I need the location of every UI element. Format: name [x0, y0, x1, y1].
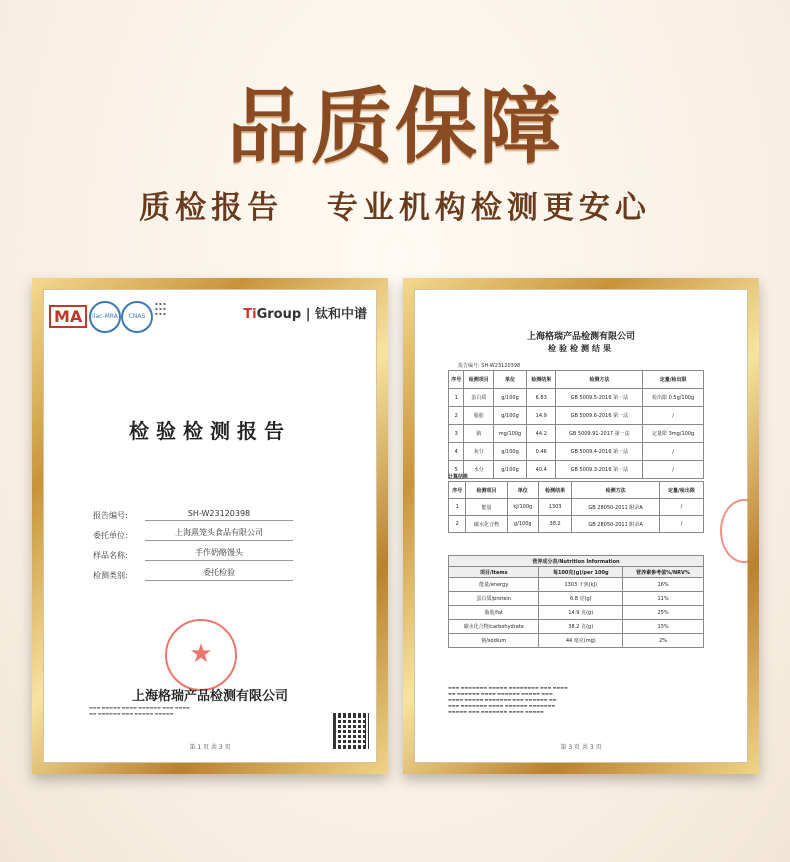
nutrition-caption: 营养成分表/Nutrition Information [449, 556, 704, 567]
table-cell: 14.9 [526, 407, 556, 425]
table-cell: GB 5009.6-2016 第一法 [556, 407, 643, 425]
results-title: 检验检测结果 [548, 344, 614, 353]
table-cell: 2 [449, 407, 464, 425]
table-cell: GB 5009.91-2017 第一法 [556, 425, 643, 443]
official-seal [165, 619, 237, 691]
page-number: 第 3 页 共 3 页 [560, 744, 602, 751]
table-cell: 44.2 [526, 425, 556, 443]
table-header-row [449, 371, 704, 389]
table-cell: 灰分 [464, 443, 494, 461]
table-cell: 1 [449, 499, 466, 516]
brand-prefix: Ti [243, 307, 257, 322]
column-header: 定量/检出限 [659, 482, 703, 499]
page-number: 第 1 页 共 3 页 [189, 744, 231, 751]
table-cell: 2% [623, 634, 704, 648]
brand-cn: 钛和中谱 [314, 307, 367, 322]
lab-name: 上海格瑞产品检测有限公司 [526, 332, 635, 342]
table-cell: / [643, 461, 704, 479]
table-cell: 能量/energy [449, 578, 539, 592]
table-cell: 定量限 3mg/100g [643, 425, 704, 443]
subtitle-right: 专业机构检测更安心 [326, 190, 651, 226]
page-subtitle [0, 182, 790, 227]
info-value: 上海熹笼头食品有限公司 [145, 527, 293, 541]
ilac-logo: ilac-MRA [89, 301, 121, 333]
table-cell: GB 5009.3-2016 第一法 [556, 461, 643, 479]
table-cell: GB 5009.5-2016 第一法 [556, 389, 643, 407]
column-header: 检测结果 [526, 371, 556, 389]
right-certificate [414, 289, 748, 763]
column-header: 检测方法 [556, 371, 643, 389]
table-row [449, 461, 704, 479]
info-value: 委托检验 [145, 567, 293, 581]
table-cell: 40.4 [526, 461, 556, 479]
table-cell: g/100g [494, 389, 527, 407]
table-row [449, 499, 704, 516]
table-cell: g/100g [494, 443, 527, 461]
right-certificate-frame [403, 278, 759, 774]
table-cell: 蛋白质/protein [449, 592, 539, 606]
table-cell: 0.46 [526, 443, 556, 461]
logo-fineprint: ▪ ▪ ▪ ▪ ▪ ▪ ▪ ▪ ▪ [155, 301, 166, 316]
table-row [449, 443, 704, 461]
column-header: 单位 [494, 371, 527, 389]
table-cell: 6.8 克(g) [539, 592, 623, 606]
report-number: 报告编号: SH-W23120398 [458, 363, 521, 369]
table-cell: / [659, 516, 703, 533]
table-cell: 1303 [538, 499, 571, 516]
table-cell: 11% [623, 592, 704, 606]
table-cell: 脂肪/fat [449, 606, 539, 620]
table-cell: 脂肪 [464, 407, 494, 425]
table-cell: 25% [623, 606, 704, 620]
table-row [449, 606, 704, 620]
contact-fineprint: ▬▬▬ ▬▬▬▬▬ ▬▬▬▬ ▬▬▬▬▬▬ ▬▬▬ ▬▬▬▬ ▬▬ ▬▬▬▬▬▬ ▬▬▬ ▬▬▬▬▬ ▬▬▬▬▬ [89, 705, 190, 716]
table-cell: kJ/100g [507, 499, 538, 516]
info-value: SH-W23120398 [145, 509, 293, 521]
table-cell: 4 [449, 443, 464, 461]
table-cell: / [659, 499, 703, 516]
table-cell: 1 [449, 389, 464, 407]
table-row [449, 634, 704, 648]
remarks-fineprint: ▬▬▬ ▬▬▬▬▬▬▬ ▬▬▬▬▬ ▬▬▬▬▬▬▬▬ ▬▬▬ ▬▬▬▬ ▬▬ ▬▬▬▬▬▬ ▬▬▬▬ ▬▬▬▬▬▬ ▬▬▬▬▬ ▬▬▬ ▬▬▬▬ ▬▬▬▬▬ ▬▬▬▬▬▬▬ ▬▬▬ ▬▬▬▬▬▬ ▬▬ ▬▬▬ ▬▬▬▬▬▬▬ ▬▬▬▬ ▬▬▬▬▬▬ ▬▬▬▬▬▬▬ ▬▬▬▬▬ ▬▬▬ ▬▬▬▬▬▬▬ ▬▬▬▬ ▬▬▬▬▬ [448, 685, 568, 714]
info-row [93, 541, 293, 561]
column-header: 检测结果 [538, 482, 571, 499]
table-row [449, 389, 704, 407]
info-row [93, 521, 293, 541]
column-header: 项目/Items [449, 567, 539, 578]
table-cell: / [643, 443, 704, 461]
table-row [449, 516, 704, 533]
table-cell: 1303 千焦(kJ) [539, 578, 623, 592]
table-row [449, 407, 704, 425]
info-label: 委托单位: [93, 531, 128, 540]
column-header: 每100克(g)/per 100g [539, 567, 623, 578]
info-row [93, 561, 293, 581]
table-cell: 38.2 克(g) [539, 620, 623, 634]
lab-name: 上海格瑞产品检测有限公司 [131, 689, 288, 704]
table-cell: 6.83 [526, 389, 556, 407]
column-header: 单位 [507, 482, 538, 499]
table-cell: 16% [623, 578, 704, 592]
info-value: 手作奶酪馒头 [145, 547, 293, 561]
table-cell: 碳水化合物 [466, 516, 507, 533]
info-label: 报告编号: [93, 511, 128, 520]
brand-name: Group [256, 307, 302, 322]
table-cell: 3 [449, 425, 464, 443]
table-cell: g/100g [507, 516, 538, 533]
table-cell: / [643, 407, 704, 425]
table-header-row [449, 482, 704, 499]
table-row [449, 592, 704, 606]
table-row [449, 578, 704, 592]
info-label: 检测类别: [93, 571, 128, 580]
report-info [93, 501, 293, 581]
table-header-row [449, 567, 704, 578]
table-cell: 钠/sodium [449, 634, 539, 648]
official-seal [720, 499, 748, 563]
table-cell: 水分 [464, 461, 494, 479]
table-cell: 38.2 [538, 516, 571, 533]
table-cell: mg/100g [494, 425, 527, 443]
subtitle-left: 质检报告 [139, 190, 284, 226]
info-label: 样品名称: [93, 551, 128, 560]
table-cell: 蛋白质 [464, 389, 494, 407]
column-header: 检测项目 [464, 371, 494, 389]
column-header: 检测方法 [572, 482, 660, 499]
left-certificate-frame [32, 278, 388, 774]
report-title: 检验检测报告 [129, 419, 291, 443]
table-cell: 13% [623, 620, 704, 634]
calc-section-label: 计算结果 [448, 474, 469, 480]
table-cell: 钠 [464, 425, 494, 443]
table-cell: g/100g [494, 461, 527, 479]
table-cell: 5 [449, 461, 464, 479]
nutrition-table [448, 555, 704, 648]
table-cell: GB 5009.4-2016 第一法 [556, 443, 643, 461]
table-cell: 2 [449, 516, 466, 533]
test-results-table [448, 370, 704, 479]
left-certificate [43, 289, 377, 763]
page-title: 品质保障 [226, 80, 563, 175]
column-header: 序号 [449, 482, 466, 499]
brand-logo: TiGroup | 钛和中谱 [243, 307, 367, 322]
calculated-results-table [448, 481, 704, 533]
cnas-logo: CNAS [121, 301, 153, 333]
table-row [449, 425, 704, 443]
table-caption-row [449, 556, 704, 567]
column-header: 定量/检出限 [643, 371, 704, 389]
column-header: 营养素参考值%/NRV% [623, 567, 704, 578]
table-row [449, 620, 704, 634]
seal-star-icon: ★ [189, 639, 213, 669]
ma-logo: MA [49, 305, 87, 328]
table-cell: 检出限 0.5g/100g [643, 389, 704, 407]
column-header: 序号 [449, 371, 464, 389]
table-cell: 14.9 克(g) [539, 606, 623, 620]
info-row [93, 501, 293, 521]
column-header: 检测项目 [466, 482, 507, 499]
table-cell: 能量 [466, 499, 507, 516]
table-cell: GB 28050-2011 附录A [572, 499, 660, 516]
table-cell: 碳水化合物/carbohydrate [449, 620, 539, 634]
table-cell: g/100g [494, 407, 527, 425]
table-cell: 44 毫克(mg) [539, 634, 623, 648]
table-cell: GB 28050-2011 附录A [572, 516, 660, 533]
